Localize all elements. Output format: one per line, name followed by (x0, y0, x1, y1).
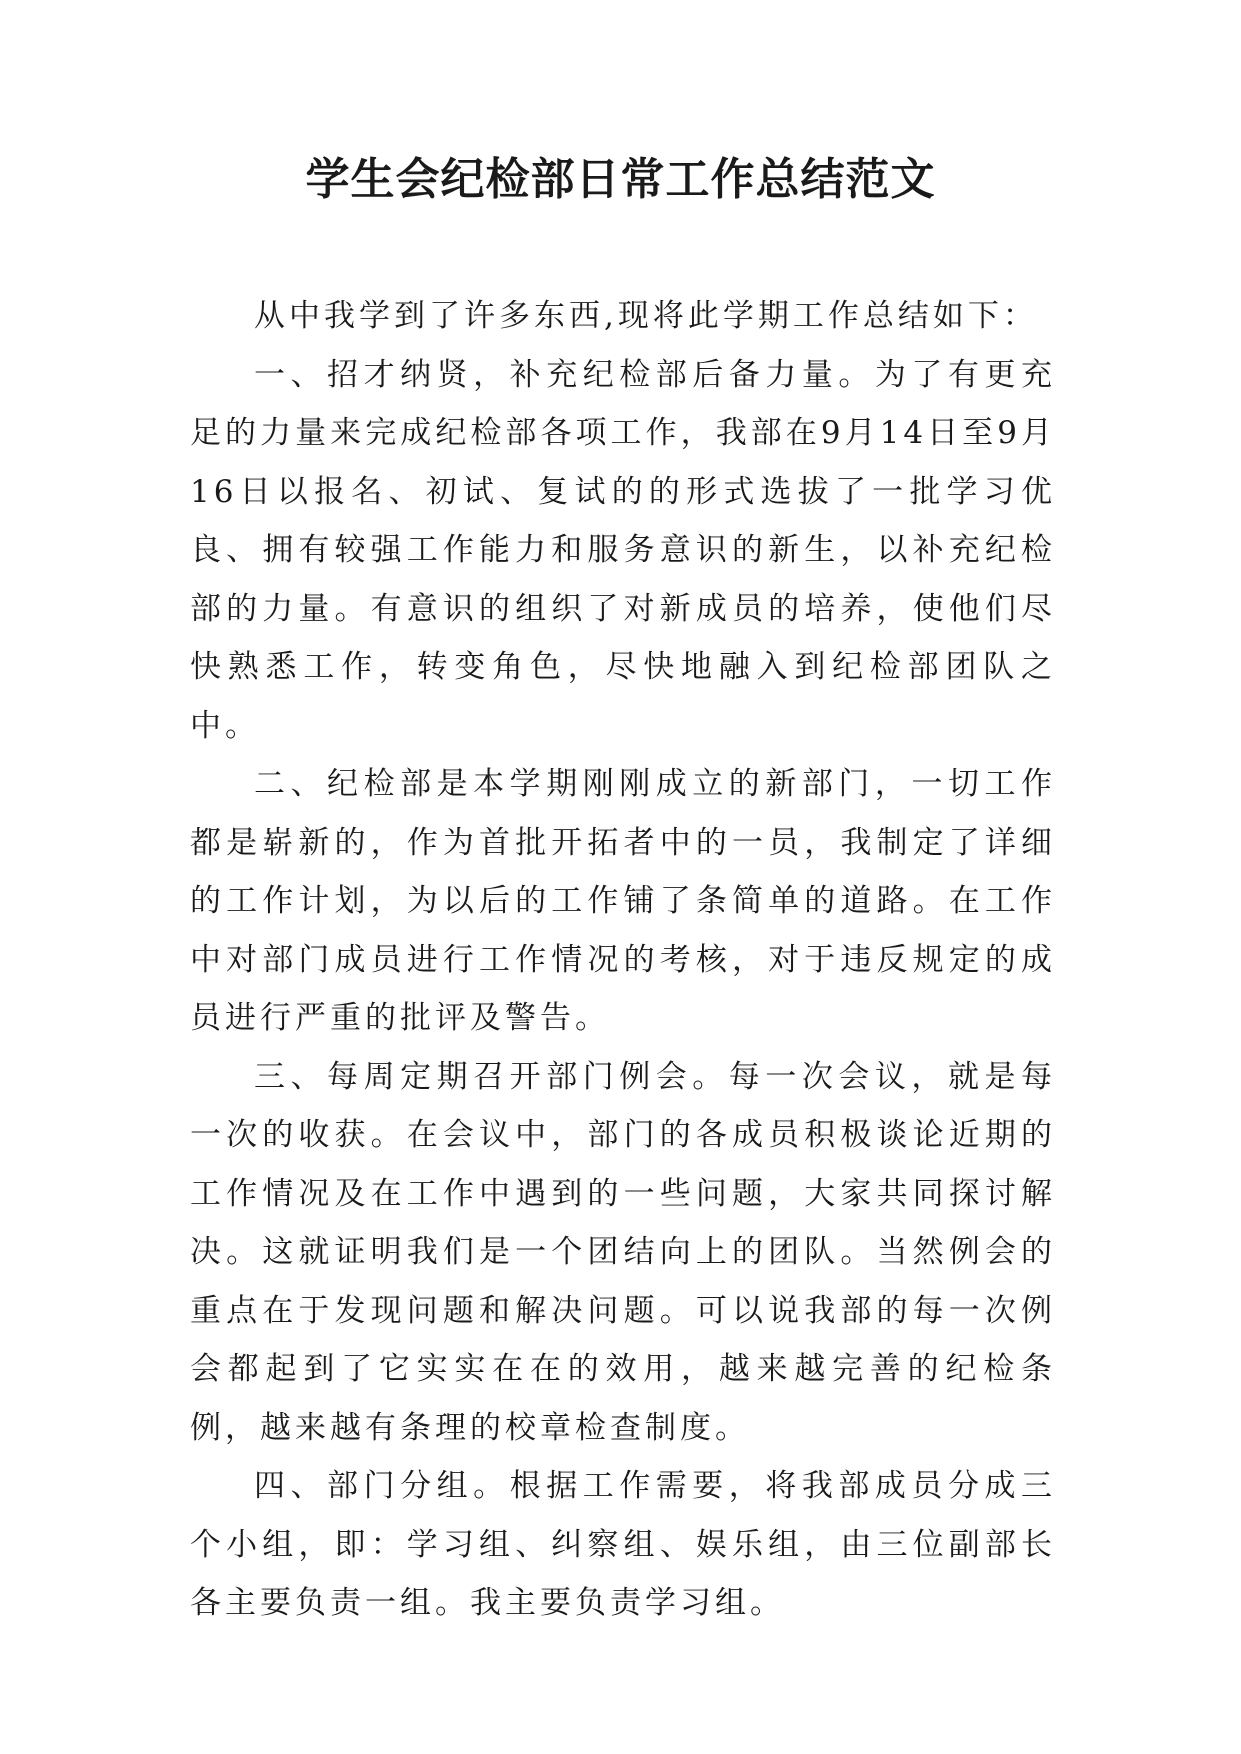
paragraph-section-1: 一、招才纳贤，补充纪检部后备力量。为了有更充足的力量来完成纪检部各项工作，我部在9月14日至9月16日以报名、初试、复试的的形式选拔了一批学习优良、拥有较强工作能力和服务意识的新生，以补充纪检部的力量。有意识的组织了对新成员的培养，使他们尽快熟悉工作，转变角色，尽快地融入到纪检部团队之中。 (190, 356, 1056, 744)
paragraph-section-3: 三、每周定期召开部门例会。每一次会议，就是每一次的收获。在会议中，部门的各成员积极谈论近期的工作情况及在工作中遇到的一些问题，大家共同探讨解决。这就证明我们是一个团结向上的团队。当然例会的重点在于发现问题和解决问题。可以说我部的每一次例会都起到了它实实在在的效用，越来越完善的纪检条例，越来越有条理的校章检查制度。 (190, 1058, 1056, 1446)
document-title: 学生会纪检部日常工作总结范文 (305, 154, 936, 205)
paragraph-intro: 从中我学到了许多东西,现将此学期工作总结如下： (254, 298, 1038, 334)
paragraph-section-4: 四、部门分组。根据工作需要，将我部成员分成三个小组，即：学习组、纠察组、娱乐组，由三位副部长各主要负责一组。我主要负责学习组。 (190, 1468, 1056, 1621)
paragraph-section-2: 二、纪检部是本学期刚刚成立的新部门，一切工作都是崭新的，作为首批开拓者中的一员，我制定了详细的工作计划，为以后的工作铺了条简单的道路。在工作中对部门成员进行工作情况的考核，对于违反规定的成员进行严重的批评及警告。 (190, 766, 1056, 1036)
document-body (190, 287, 1056, 1633)
